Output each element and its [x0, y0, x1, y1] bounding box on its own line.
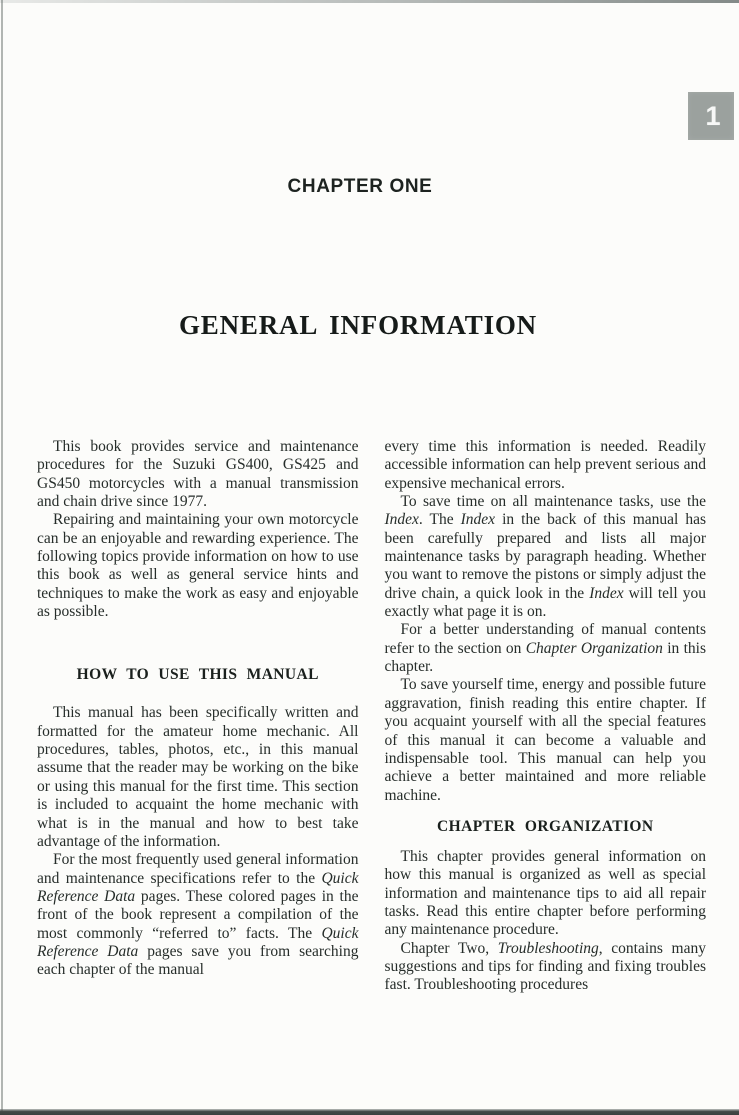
paragraph: This manual has been specifically written and formatted for the amateur home mechanic. All procedures, tables, photos, etc., in this manual assume that the reader may be working on the bike or using this manual for the first time. This section is included to acquaint the home mechanic with what is in the manual and how to best take advantage of the information.	[37, 704, 359, 850]
paragraph: For the most frequently used general information and maintenance specifications refer to the Quick Reference Data pages. These colored pages in the front of the book represent a compilation of the most commonly “referred to” facts. The Quick Reference Data pages save you from searching each chapter of the manual	[37, 851, 359, 979]
page-left-edge	[1, 0, 3, 1115]
paragraph: This chapter provides general information on how this manual is organized as well as special information and maintenance tips to aid all repair tasks. Read this entire chapter before performing any maintenance procedure.	[384, 847, 706, 939]
paragraph: To save yourself time, energy and possible future aggravation, finish reading this entire chapter. If you acquaint yourself with all the special features of this manual it can become a valuable and indispensable tool. This manual can help you achieve a better maintained and more reliable machine.	[384, 676, 706, 804]
page-title: GENERAL INFORMATION	[179, 310, 537, 340]
paragraph: Repairing and maintaining your own motorcycle can be an enjoyable and rewarding experience. The following topics provide information on how to use this book as well as general service hints and techniques to make the work as easy and enjoyable as possible.	[37, 511, 359, 621]
page-top-edge	[0, 0, 739, 3]
paragraph: Chapter Two, Troubleshooting, contains many suggestions and tips for finding and fixing troubles fast. Troubleshooting procedures	[384, 939, 706, 994]
text-column-left	[37, 438, 359, 995]
paragraph: For a better understanding of manual contents refer to the section on Chapter Organization in this chapter.	[384, 621, 706, 676]
paragraph: This book provides service and maintenance procedures for the Suzuki GS400, GS425 and GS450 motorcycles with a manual transmission and chain drive since 1977.	[37, 438, 359, 511]
chapter-thumb-tab	[688, 92, 734, 140]
text-column-right	[385, 438, 707, 995]
chapter-kicker: CHAPTER ONE	[287, 176, 433, 197]
paragraph: To save time on all maintenance tasks, use the Index. The Index in the back of this manual has been carefully prepared and lists all major maintenance tasks by paragraph heading. Whether you want to remove the pistons or simply adjust the drive chain, a quick look in the Index will tell you exactly what page it is on.	[384, 493, 706, 621]
two-column-text-area	[37, 438, 706, 995]
page-bottom-edge	[0, 1109, 739, 1115]
section-heading: HOW TO USE THIS MANUAL	[76, 666, 319, 684]
paragraph: every time this information is needed. Readily accessible information can help prevent serious and expensive mechanical errors.	[384, 438, 706, 492]
chapter-tab-number: 1	[705, 100, 721, 131]
section-heading: CHAPTER ORGANIZATION	[437, 817, 654, 835]
